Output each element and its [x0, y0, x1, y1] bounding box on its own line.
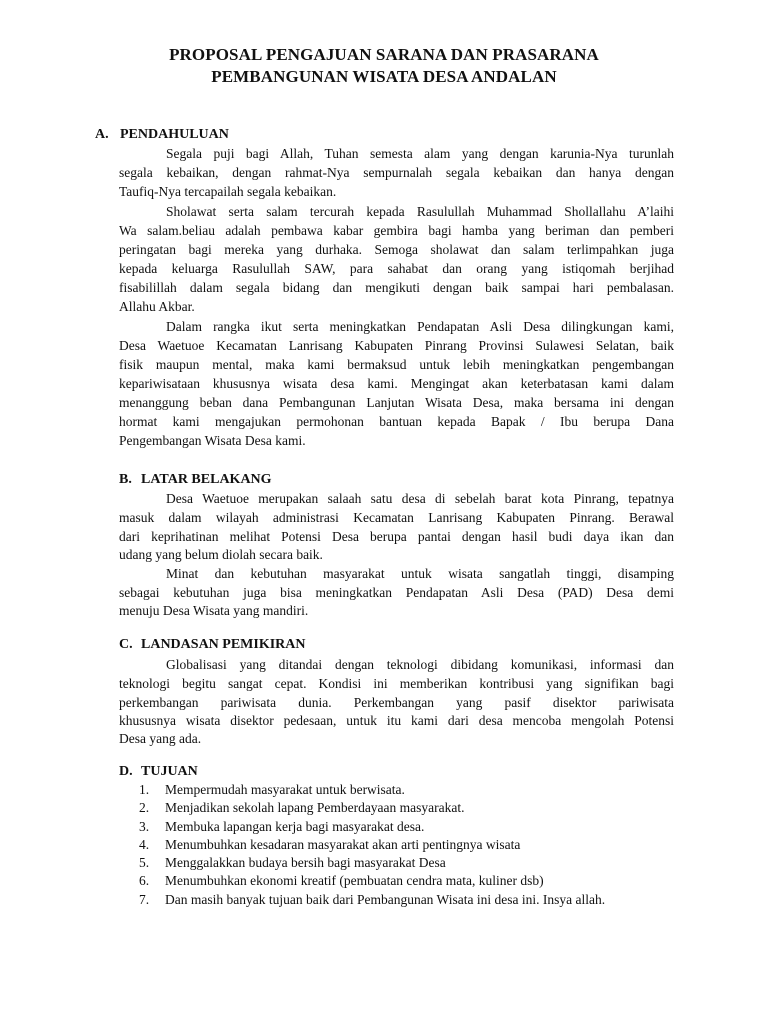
document-title-line-2: PEMBANGUNAN WISATA DESA ANDALAN [211, 67, 557, 86]
paragraph-line: sebagai kebutuhan juga bisa meningkatkan Pendapatan Asli Desa (PAD) Desa demi [119, 585, 674, 600]
section-d-letter: D. [119, 764, 133, 779]
list-item-text: Menggalakkan budaya bersih bagi masyarakat Desa [165, 855, 446, 870]
list-item-text: Menumbuhkan ekonomi kreatif (pembuatan cendra mata, kuliner dsb) [165, 873, 544, 888]
section-b-letter: B. [119, 472, 132, 487]
paragraph-line: dari keprihatinan melihat Potensi Desa berupa pantai dengan hasil budi daya ikan dan [119, 529, 674, 544]
paragraph-line: Pengembangan Wisata Desa kami. [119, 433, 306, 448]
paragraph-line: Allahu Akbar. [119, 299, 195, 314]
section-d-heading [119, 763, 198, 781]
paragraph-line: Desa Waetuoe merupakan salaah satu desa di sebelah barat kota Pinrang, tepatnya [166, 491, 674, 506]
paragraph-line: Wa salam.beliau adalah pembawa kabar gembira bagi hamba yang beriman dan pemberi [119, 223, 674, 238]
paragraph-line: menuju Desa Wisata yang mandiri. [119, 603, 309, 618]
list-item [139, 891, 605, 909]
list-item-number: 2. [139, 800, 150, 815]
paragraph-line: teknologi begitu sangat cepat. Kondisi ini memberikan kontribusi yang signifikan bagi [119, 676, 674, 691]
paragraph-line: Globalisasi yang ditandai dengan teknologi dibidang komunikasi, informasi dan [166, 657, 674, 672]
paragraph-line: peringatan bagi mereka yang durhaka. Semoga sholawat dan salam terlimpahkan juga [119, 242, 674, 257]
list-item [139, 799, 465, 817]
section-c-title: LANDASAN PEMIKIRAN [141, 637, 306, 652]
list-item-text: Mempermudah masyarakat untuk berwisata. [165, 782, 405, 797]
section-a-title: PENDAHULUAN [120, 127, 229, 142]
paragraph-line: kepariwisataan khususnya wisata desa kami. Mengingat akan keterbatasan kami dalam [119, 376, 674, 391]
paragraph-line: Minat dan kebutuhan masyarakat untuk wisata sangatlah tinggi, disamping [166, 566, 674, 581]
paragraph-line: Sholawat serta salam tercurah kepada Rasulullah Muhammad Shollallahu A’laihi [166, 204, 674, 219]
list-item [139, 818, 424, 836]
paragraph-line: fisik maupun mental, maka kami bermaksud untuk lebih meningkatkan pengembangan [119, 357, 674, 372]
section-d-title: TUJUAN [141, 764, 198, 779]
paragraph-line: Segala puji bagi Allah, Tuhan semesta alam yang dengan karunia-Nya turunlah [166, 146, 674, 161]
list-item-text: Menjadikan sekolah lapang Pemberdayaan masyarakat. [165, 800, 465, 815]
paragraph-line: fisabilillah dalam segala bidang dan mengikuti dengan baik sampai hari pembalasan. [119, 280, 674, 295]
section-c-letter: C. [119, 637, 133, 652]
paragraph-line: masuk dalam wilayah administrasi Kecamatan Lanrisang Kabupaten Pinrang. Berawal [119, 510, 674, 525]
section-a-heading [95, 126, 229, 144]
list-item-number: 5. [139, 855, 150, 870]
list-item-number: 3. [139, 819, 150, 834]
list-item [139, 854, 446, 872]
paragraph-line: udang yang belum diolah secara baik. [119, 547, 323, 562]
section-b-title: LATAR BELAKANG [141, 472, 272, 487]
list-item-number: 7. [139, 892, 150, 907]
paragraph-line: menanggung beban dana Pembangunan Lanjutan Wisata Desa, maka bersama ini dengan [119, 395, 674, 410]
paragraph-line: segala kebaikan, dengan rahmat-Nya sempurnalah segala kebaikan dan hanya dengan [119, 165, 674, 180]
list-item-number: 1. [139, 782, 150, 797]
section-b-heading [119, 471, 272, 489]
list-item-text: Dan masih banyak tujuan baik dari Pembangunan Wisata ini desa ini. Insya allah. [165, 892, 606, 907]
section-c-heading [119, 636, 306, 654]
list-item-number: 4. [139, 837, 150, 852]
list-item [139, 781, 405, 799]
section-a-letter: A. [95, 127, 109, 142]
list-item [139, 836, 520, 854]
paragraph-line: khususnya wisata disektor pedesaan, untuk itu kami dari desa mencoba mengolah Potensi [119, 713, 674, 728]
paragraph-line: hormat kami mengajukan permohonan bantuan kepada Bapak / Ibu berupa Dana [119, 414, 674, 429]
list-item-text: Menumbuhkan kesadaran masyarakat akan arti pentingnya wisata [165, 837, 521, 852]
list-item [139, 872, 544, 890]
paragraph-line: Taufiq-Nya tercapailah segala kebaikan. [119, 184, 337, 199]
paragraph-line: Dalam rangka ikut serta meningkatkan Pendapatan Asli Desa dilingkungan kami, [166, 319, 674, 334]
paragraph-line: perkembangan pariwisata dunia. Perkembangan yang pasif disektor pariwisata [119, 695, 674, 710]
paragraph-line: Desa Waetuoe Kecamatan Lanrisang Kabupaten Pinrang Provinsi Sulawesi Selatan, baik [119, 338, 674, 353]
paragraph-line: kepada keluarga Rasulullah SAW, para sahabat dan orang yang istiqomah berjihad [119, 261, 674, 276]
document-title-line-1: PROPOSAL PENGAJUAN SARANA DAN PRASARANA [169, 45, 599, 64]
list-item-number: 6. [139, 873, 150, 888]
list-item-text: Membuka lapangan kerja bagi masyarakat desa. [165, 819, 425, 834]
paragraph-line: Desa yang ada. [119, 731, 202, 746]
